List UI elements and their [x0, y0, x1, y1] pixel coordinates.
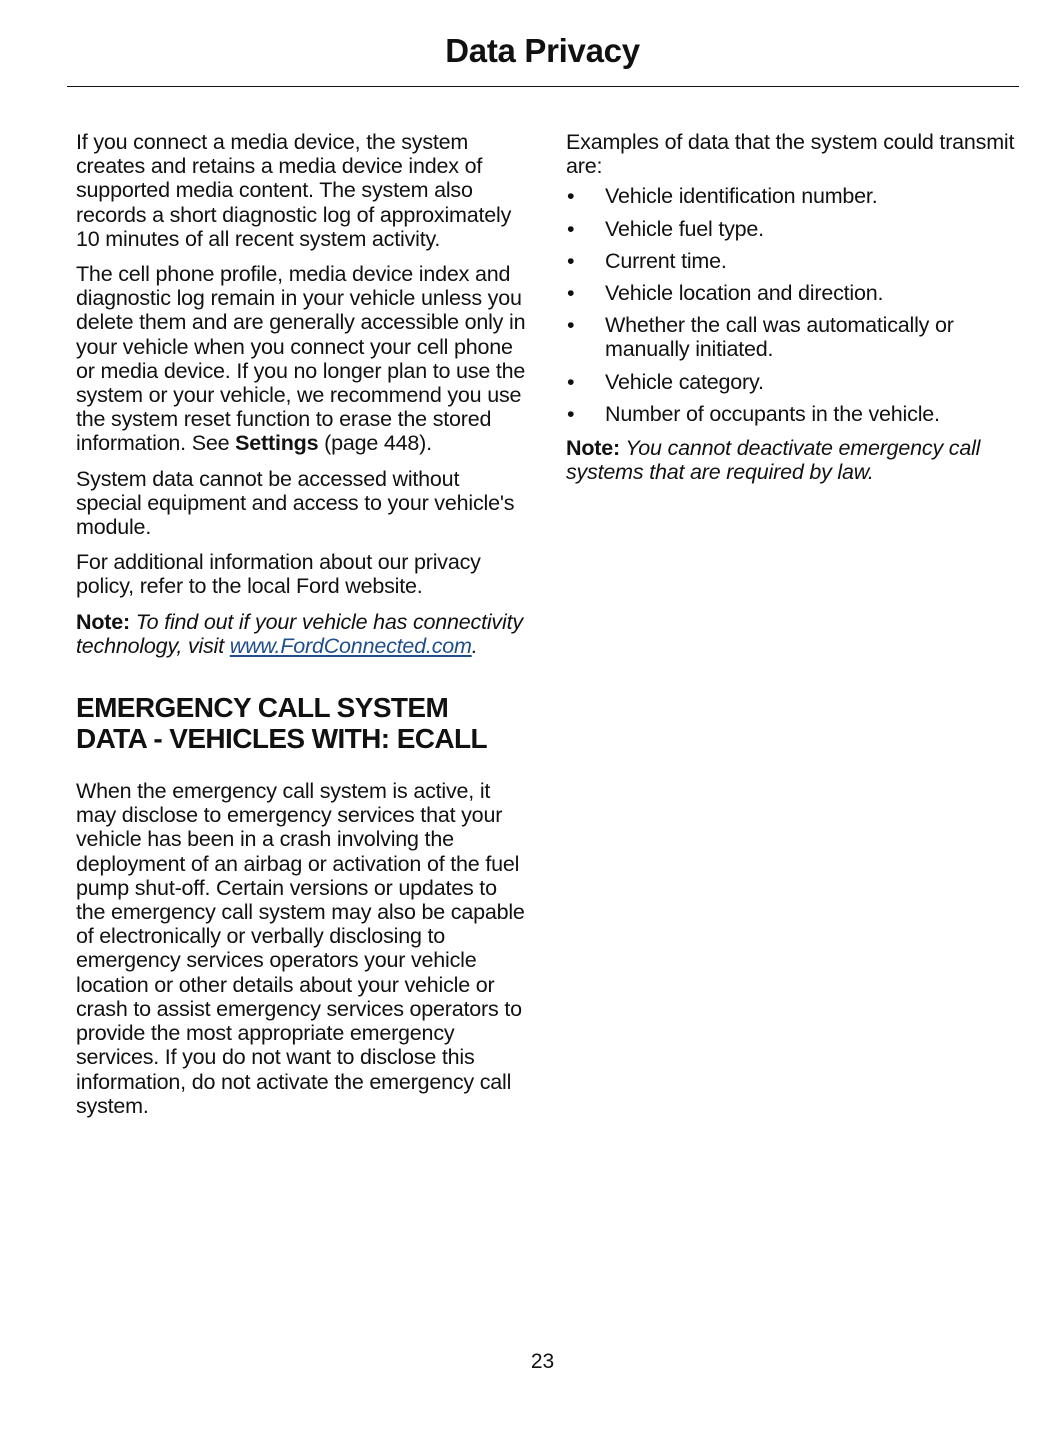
right-column	[566, 130, 1020, 495]
list-item	[566, 281, 1020, 305]
list-item-text: Whether the call was automatically or manually initiated.	[605, 313, 954, 362]
paragraph-media-device: If you connect a media device, the system creates and retains a media device index of supported media content. The system also records a short diagnostic log of approximately 10 minutes of all recent system activity.	[76, 130, 512, 251]
list-item-text: Vehicle location and direction.	[605, 281, 884, 306]
list-item-text: Number of occupants in the vehicle.	[605, 401, 940, 426]
note-text: You cannot deactivate emergency call systems that are required by law.	[566, 436, 981, 485]
paragraph-phone-profile-text: The cell phone profile, media device index and diagnostic log remain in your vehicle unless you delete them and are generally accessible only in your vehicle when you connect your cell phone or media device. If you no longer plan to use the system or your vehicle, we recommend you use the system reset function to erase the stored information. See	[76, 262, 526, 456]
paragraph-examples-intro: Examples of data that the system could transmit are:	[566, 130, 1015, 179]
paragraph-privacy-policy: For additional information about our privacy policy, refer to the local Ford website.	[76, 550, 481, 599]
section-heading-line1: EMERGENCY CALL SYSTEM	[76, 692, 449, 724]
note-connectivity	[76, 610, 528, 658]
list-item-text: Vehicle category.	[605, 369, 764, 394]
bullet-icon: •	[567, 401, 575, 426]
bullet-icon: •	[567, 216, 575, 241]
bullet-icon: •	[567, 313, 575, 338]
list-item	[566, 402, 1020, 426]
list-item	[566, 184, 1020, 208]
section-heading-line2: DATA - VEHICLES WITH: ECALL	[76, 723, 488, 755]
examples-list	[566, 184, 1020, 426]
bullet-icon: •	[567, 184, 575, 209]
ford-connected-link[interactable]: www.FordConnected.com	[229, 633, 472, 658]
bullet-icon: •	[567, 281, 575, 306]
settings-page-ref: (page 448).	[318, 431, 432, 456]
left-column	[76, 130, 528, 1129]
list-item	[566, 313, 1020, 361]
page-title: Data Privacy	[445, 32, 640, 69]
bullet-icon: •	[567, 369, 575, 394]
page-number: 23	[530, 1350, 555, 1373]
header-divider	[67, 86, 1019, 87]
list-item-text: Current time.	[605, 248, 727, 273]
list-item-text: Vehicle identification number.	[605, 184, 878, 209]
list-item	[566, 249, 1020, 273]
note-text: To find out if your vehicle has connectivity technology, visit	[76, 609, 523, 658]
list-item	[566, 217, 1020, 241]
settings-link[interactable]: Settings	[235, 431, 319, 456]
note-label: Note:	[76, 609, 130, 634]
list-item-text: Vehicle fuel type.	[605, 216, 764, 241]
note-emergency-law	[566, 436, 1020, 484]
note-end: .	[471, 633, 478, 658]
note-label: Note:	[566, 436, 620, 461]
section-heading-ecall	[76, 692, 528, 754]
paragraph-system-data: System data cannot be accessed without special equipment and access to your vehicle's module.	[76, 466, 515, 540]
paragraph-emergency-call: When the emergency call system is active, it may disclose to emergency services that your vehicle has been in a crash involving the deployment of an airbag or activation of the fuel pump shut-off. Certain versions or updates to the emergency call system may also be capable of electronically or verbally disclosing to emergency services operators your vehicle location or other details about your vehicle or crash to assist emergency services operators to provide the most appropriate emergency services. If you do not want to disclose this information, do not activate the emergency call system.	[76, 779, 525, 1118]
bullet-icon: •	[567, 248, 575, 273]
list-item	[566, 370, 1020, 394]
paragraph-phone-profile	[76, 262, 528, 456]
